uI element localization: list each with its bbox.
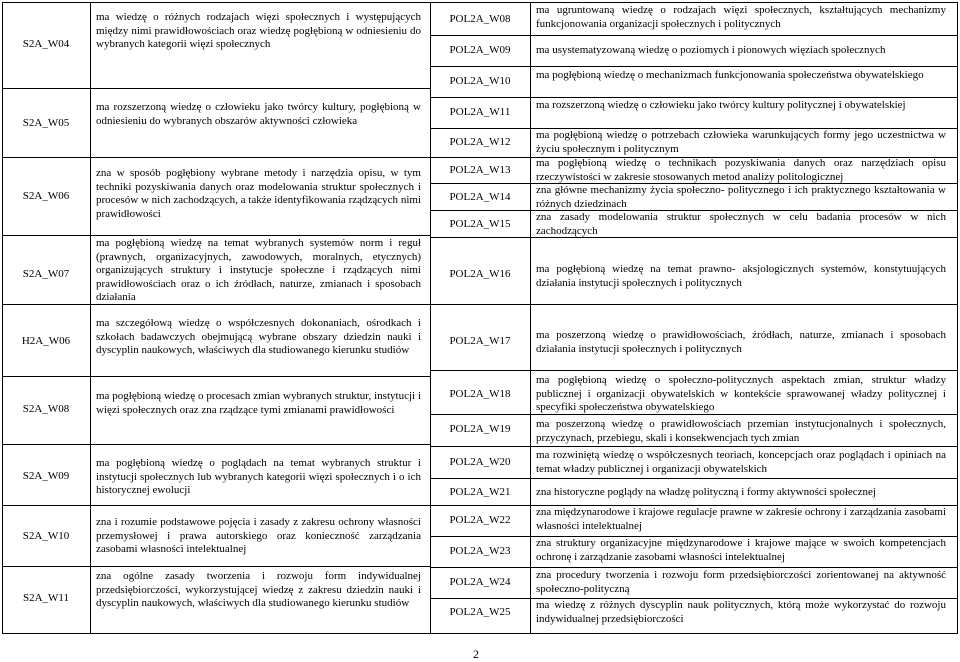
right-desc: zna struktury organizacyjne międzynarodowe i krajowe mające w swoich kompetencjach ochronę i zarządzanie zasobami własności intelektualnej bbox=[536, 537, 946, 563]
row-divider bbox=[2, 376, 430, 377]
right-desc: zna historyczne poglądy na władzę polityczną i formy aktywności społecznej bbox=[536, 486, 876, 498]
right-code: POL2A_W09 bbox=[449, 44, 511, 56]
right-desc: ma poszerzoną wiedzę o prawidłowościach, źródłach, naturze, zmianach i sposobach działania instytucji społecznych i politycznych bbox=[536, 329, 946, 355]
right-desc: ma wiedzę z różnych dyscyplin nauk politycznych, którą może wykorzystać do rozwoju indywidualnej przedsiębiorczości bbox=[536, 599, 946, 625]
right-code: POL2A_W15 bbox=[449, 218, 511, 230]
right-code: POL2A_W12 bbox=[449, 136, 511, 148]
row-divider bbox=[430, 66, 958, 67]
right-desc: ma pogłębioną wiedzę o potrzebach człowieka warunkujących formy jego uczestnictwa w życiu społecznym i politycznym bbox=[536, 129, 946, 155]
right-code: POL2A_W20 bbox=[449, 456, 511, 468]
right-code: POL2A_W19 bbox=[449, 423, 511, 435]
right-desc: ma pogłębioną wiedzę o społeczno-politycznych aspektach zmian, struktur władzy publicznej i organizacji obywatelskich w kontekście sprawowanej władzy politycznej i specyfiki społeczeństwa obywatelskiego bbox=[536, 374, 946, 414]
left-desc: ma pogłębioną wiedzę o poglądach na temat wybranych struktur i instytucji społecznych lub wybranych kategorii więzi społecznych i o ich historycznej ewolucji bbox=[96, 457, 421, 497]
right-desc: ma poszerzoną wiedzę o prawidłowościach przemian instytucjonalnych i społecznych, przyczynach, przebiegu, skali i konsekwencjach tych zmian bbox=[536, 418, 946, 444]
right-desc: zna procedury tworzenia i rozwoju form przedsiębiorczości zorientowanej na aktywność społeczno-polityczną bbox=[536, 569, 946, 595]
row-divider bbox=[430, 478, 958, 479]
row-divider bbox=[430, 35, 958, 36]
left-code: S2A_W08 bbox=[22, 403, 70, 415]
left-desc: ma rozszerzoną wiedzę o człowieku jako twórcy kultury, pogłębioną w odniesieniu do wybranych obszarów aktywności człowieka bbox=[96, 101, 421, 127]
row-divider bbox=[2, 157, 430, 158]
row-divider bbox=[2, 566, 430, 567]
right-desc: ma rozwiniętą wiedzę o współczesnych teoriach, koncepcjach oraz poglądach i opiniach na temat władzy publicznej i organizacji obywatelskich bbox=[536, 449, 946, 475]
right-code: POL2A_W14 bbox=[449, 191, 511, 203]
row-divider bbox=[430, 567, 958, 568]
left-code: S2A_W05 bbox=[22, 117, 70, 129]
row-divider bbox=[2, 235, 430, 236]
row-divider bbox=[430, 446, 958, 447]
left-code: S2A_W11 bbox=[22, 592, 70, 604]
right-code: POL2A_W13 bbox=[449, 164, 511, 176]
right-desc: ma pogłębioną wiedzę o technikach pozyskiwania danych oraz narzędziach opisu rzeczywistości w zakresie stosowanych metod analizy politologicznej bbox=[536, 157, 946, 183]
right-desc: ma pogłębioną wiedzę na temat prawno- aksjologicznych systemów, konstytuujących działania instytucji społecznych i politycznych bbox=[536, 263, 946, 289]
row-divider bbox=[430, 97, 958, 98]
right-code: POL2A_W22 bbox=[449, 514, 511, 526]
row-divider bbox=[2, 444, 430, 445]
left-code: S2A_W09 bbox=[22, 470, 70, 482]
right-desc: zna główne mechanizmy życia społeczno- politycznego i ich praktycznego kształtowania w różnych dziedzinach bbox=[536, 184, 946, 210]
left-desc: ma pogłębioną wiedzę o procesach zmian wybranych struktur, instytucji i więzi społecznych oraz zna rządzące tymi zmianami prawidłowości bbox=[96, 390, 421, 416]
left-desc: zna i rozumie podstawowe pojęcia i zasady z zakresu ochrony własności przemysłowej i prawa autorskiego oraz konieczność zarządzania zasobami własności intelektualnej bbox=[96, 516, 421, 556]
right-desc: ma pogłębioną wiedzę o mechanizmach funkcjonowania społeczeństwa obywatelskiego bbox=[536, 69, 924, 81]
row-divider bbox=[430, 370, 958, 371]
left-desc: zna ogólne zasady tworzenia i rozwoju form indywidualnej przedsiębiorczości, wykorzystującej wiedzę z zakresu dziedzin nauki i dyscyplin naukowych, właściwych dla studiowanego kierunku studiów bbox=[96, 570, 421, 610]
left-code: S2A_W04 bbox=[22, 38, 70, 50]
right-code: POL2A_W08 bbox=[449, 13, 511, 25]
right-code: POL2A_W18 bbox=[449, 388, 511, 400]
left-desc: ma szczegółową wiedzę o współczesnych dokonaniach, ośrodkach i szkołach badawczych obejmującą wybrane obszary dziedzin nauki i dyscyplin naukowych, właściwych dla studiowanego kierunku studiów bbox=[96, 317, 421, 357]
left-code: H2A_W06 bbox=[21, 335, 71, 347]
right-code: POL2A_W10 bbox=[449, 75, 511, 87]
right-code: POL2A_W11 bbox=[449, 106, 511, 118]
right-code: POL2A_W24 bbox=[449, 576, 511, 588]
right-code: POL2A_W21 bbox=[449, 486, 511, 498]
left-code: S2A_W07 bbox=[22, 268, 70, 280]
row-divider bbox=[2, 88, 430, 89]
page-number: 2 bbox=[473, 647, 479, 661]
column-divider bbox=[90, 2, 91, 634]
left-desc: ma pogłębioną wiedzę na temat wybranych systemów norm i reguł (prawnych, organizacyjnych, zawodowych, moralnych, etycznych) organizujących struktury i instytucje społeczne i rządzących nimi prawidłowościach oraz o ich źródłach, naturze, zmianach i sposobach działania bbox=[96, 237, 421, 304]
right-code: POL2A_W17 bbox=[449, 335, 511, 347]
left-code: S2A_W06 bbox=[22, 190, 70, 202]
right-desc: zna międzynarodowe i krajowe regulacje prawne w zakresie ochrony i zarządzania zasobami własności intelektualnej bbox=[536, 506, 946, 532]
right-code: POL2A_W25 bbox=[449, 606, 511, 618]
right-code: POL2A_W16 bbox=[449, 268, 511, 280]
right-desc: ma ugruntowaną wiedzę o rodzajach więzi społecznych, kształtujących mechanizmy funkcjonowania organizacji społecznych i politycznych bbox=[536, 4, 946, 30]
left-code: S2A_W10 bbox=[22, 530, 70, 542]
left-desc: ma wiedzę o różnych rodzajach więzi społecznych i występujących między nimi prawidłowościach oraz wiedzę pogłębioną w odniesieniu do wybranych kategorii więzi społecznych bbox=[96, 11, 421, 51]
right-desc: ma rozszerzoną wiedzę o człowieku jako twórcy kultury politycznej i obywatelskiej bbox=[536, 99, 906, 111]
right-desc: zna zasady modelowania struktur społecznych w celu badania procesów w nich zachodzących bbox=[536, 211, 946, 237]
row-divider bbox=[2, 505, 430, 506]
row-divider bbox=[430, 304, 958, 305]
left-desc: zna w sposób pogłębiony wybrane metody i narzędzia opisu, w tym techniki pozyskiwania danych oraz modelowania struktur społecznych i procesów w nich zachodzących, a także identyfikowania rządzących nimi prawidłowości bbox=[96, 167, 421, 220]
right-code: POL2A_W23 bbox=[449, 545, 511, 557]
right-desc: ma usystematyzowaną wiedzę o poziomych i pionowych więziach społecznych bbox=[536, 44, 886, 56]
